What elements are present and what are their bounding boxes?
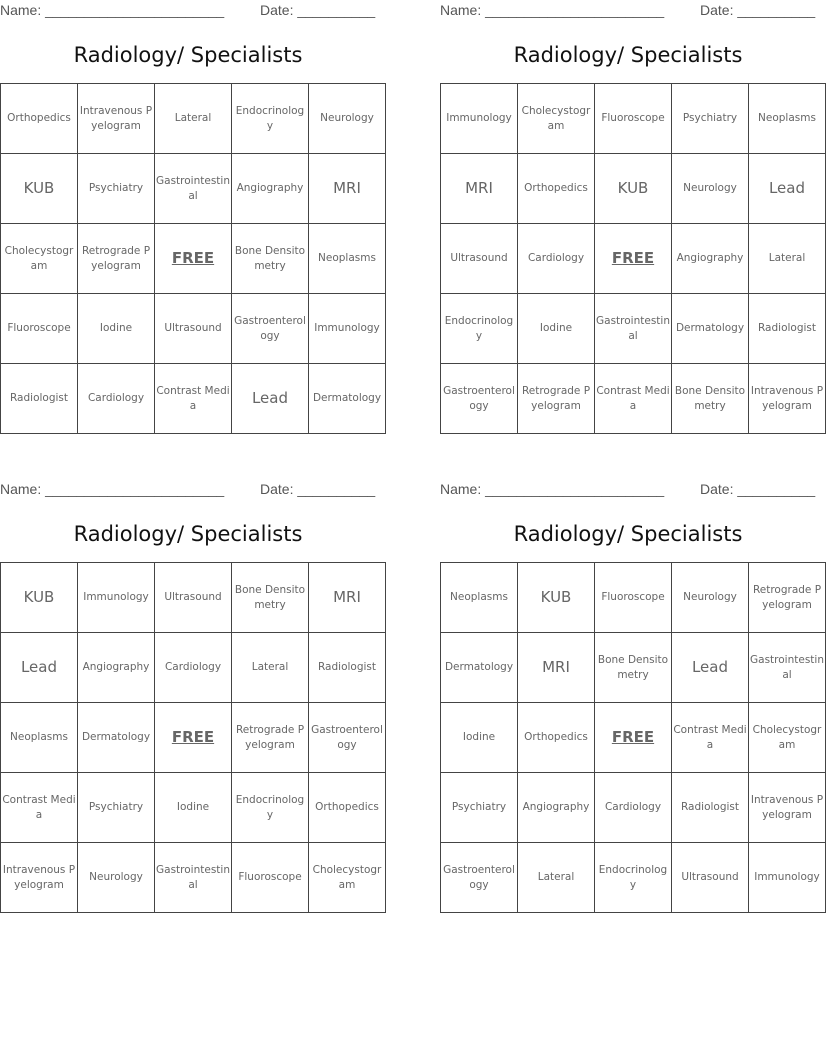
bingo-cell: Fluoroscope	[595, 84, 672, 154]
bingo-cell: Lateral	[749, 224, 826, 294]
bingo-cell: Angiography	[232, 154, 309, 224]
bingo-card-4	[440, 479, 824, 911]
bingo-cell: Fluoroscope	[595, 563, 672, 633]
bingo-cell: Dermatology	[672, 294, 749, 364]
card-title: Radiology/ Specialists	[73, 522, 303, 546]
bingo-cell: Endocrinology	[232, 84, 309, 154]
bingo-cell: Retrograde Pyelogram	[232, 703, 309, 773]
bingo-cell: Immunology	[749, 843, 826, 913]
bingo-cell: Radiologist	[749, 294, 826, 364]
bingo-cell: Contrast Media	[1, 773, 78, 843]
bingo-cell: Neurology	[672, 563, 749, 633]
grid-row	[441, 703, 826, 773]
bingo-cell: Radiologist	[672, 773, 749, 843]
grid-row	[441, 294, 826, 364]
bingo-cell: Gastroenterology	[441, 843, 518, 913]
grid-row	[1, 843, 386, 913]
card-title: Radiology/ Specialists	[73, 43, 303, 67]
bingo-cell: Lead	[1, 633, 78, 703]
bingo-cell: Endocrinology	[441, 294, 518, 364]
bingo-cell: Contrast Media	[672, 703, 749, 773]
bingo-cell: Intravenous Pyelogram	[1, 843, 78, 913]
bingo-cell: Iodine	[518, 294, 595, 364]
bingo-cell: Cardiology	[595, 773, 672, 843]
date-field-label: Date: __________	[700, 481, 816, 497]
bingo-cell: Orthopedics	[518, 703, 595, 773]
grid-row	[1, 84, 386, 154]
bingo-cell: Gastrointestinal	[595, 294, 672, 364]
bingo-cell: Psychiatry	[441, 773, 518, 843]
free-space-cell: FREE	[155, 224, 232, 294]
bingo-cell: Orthopedics	[309, 773, 386, 843]
bingo-cell: Endocrinology	[595, 843, 672, 913]
bingo-cell: Bone Densitometry	[232, 224, 309, 294]
bingo-cell: Gastrointestinal	[749, 633, 826, 703]
bingo-cell: Cholecystogram	[749, 703, 826, 773]
bingo-cell: Intravenous Pyelogram	[749, 364, 826, 434]
bingo-cell: Ultrasound	[155, 294, 232, 364]
grid-row	[1, 703, 386, 773]
name-field-label: Name: _______________________	[440, 2, 665, 18]
date-field-label: Date: __________	[700, 2, 816, 18]
bingo-cell: Retrograde Pyelogram	[518, 364, 595, 434]
date-field-label: Date: __________	[260, 481, 376, 497]
bingo-cell: Cardiology	[518, 224, 595, 294]
grid-row	[441, 773, 826, 843]
bingo-cell: Angiography	[78, 633, 155, 703]
bingo-cell: Dermatology	[441, 633, 518, 703]
bingo-cell: Gastrointestinal	[155, 843, 232, 913]
bingo-cell: Contrast Media	[595, 364, 672, 434]
bingo-grid	[440, 562, 826, 913]
name-field-label: Name: _______________________	[0, 481, 225, 497]
bingo-cell: Immunology	[78, 563, 155, 633]
bingo-cell: Gastroenterology	[232, 294, 309, 364]
bingo-cell: Psychiatry	[78, 773, 155, 843]
bingo-cell: Ultrasound	[441, 224, 518, 294]
grid-row	[441, 563, 826, 633]
name-field-label: Name: _______________________	[440, 481, 665, 497]
free-space-cell: FREE	[155, 703, 232, 773]
grid-row	[441, 224, 826, 294]
bingo-card-3	[0, 479, 383, 911]
bingo-cell: Ultrasound	[672, 843, 749, 913]
bingo-cell: Iodine	[441, 703, 518, 773]
bingo-cell: Radiologist	[309, 633, 386, 703]
bingo-cell: MRI	[441, 154, 518, 224]
bingo-cell: Psychiatry	[672, 84, 749, 154]
bingo-cell: Cholecystogram	[309, 843, 386, 913]
bingo-cell: Angiography	[672, 224, 749, 294]
bingo-cell: Gastroenterology	[441, 364, 518, 434]
bingo-cell: Psychiatry	[78, 154, 155, 224]
bingo-cell: Bone Densitometry	[595, 633, 672, 703]
bingo-cell: Ultrasound	[155, 563, 232, 633]
grid-row	[441, 843, 826, 913]
bingo-cell: MRI	[309, 563, 386, 633]
bingo-cell: Neoplasms	[309, 224, 386, 294]
grid-row	[441, 154, 826, 224]
bingo-cell: Neoplasms	[749, 84, 826, 154]
bingo-cell: Retrograde Pyelogram	[749, 563, 826, 633]
bingo-cell: Lateral	[155, 84, 232, 154]
bingo-cell: KUB	[1, 154, 78, 224]
bingo-cell: Neoplasms	[441, 563, 518, 633]
bingo-cell: KUB	[1, 563, 78, 633]
bingo-cell: Lead	[749, 154, 826, 224]
bingo-cell: KUB	[595, 154, 672, 224]
bingo-cell: Dermatology	[78, 703, 155, 773]
card-title: Radiology/ Specialists	[513, 43, 743, 67]
bingo-cell: Angiography	[518, 773, 595, 843]
bingo-cell: Dermatology	[309, 364, 386, 434]
card-title: Radiology/ Specialists	[513, 522, 743, 546]
bingo-grid	[0, 83, 386, 434]
grid-row	[1, 773, 386, 843]
grid-row	[1, 154, 386, 224]
grid-row	[441, 364, 826, 434]
bingo-cell: Lead	[672, 633, 749, 703]
bingo-cell: Bone Densitometry	[232, 563, 309, 633]
bingo-cell: Iodine	[155, 773, 232, 843]
bingo-cell: Fluoroscope	[1, 294, 78, 364]
name-date-line	[440, 0, 816, 20]
bingo-cell: Gastroenterology	[309, 703, 386, 773]
name-field-label: Name: _______________________	[0, 2, 225, 18]
bingo-cell: Cholecystogram	[518, 84, 595, 154]
bingo-cell: KUB	[518, 563, 595, 633]
bingo-grid	[0, 562, 386, 913]
bingo-cell: Lateral	[518, 843, 595, 913]
grid-row	[1, 563, 386, 633]
date-field-label: Date: __________	[260, 2, 376, 18]
grid-row	[441, 84, 826, 154]
bingo-cell: Endocrinology	[232, 773, 309, 843]
bingo-cell: Neurology	[309, 84, 386, 154]
bingo-cell: Neoplasms	[1, 703, 78, 773]
bingo-cell: Orthopedics	[1, 84, 78, 154]
bingo-cell: Immunology	[441, 84, 518, 154]
grid-row	[441, 633, 826, 703]
grid-row	[1, 633, 386, 703]
bingo-cell: MRI	[309, 154, 386, 224]
bingo-cell: Neurology	[78, 843, 155, 913]
bingo-cell: Cardiology	[78, 364, 155, 434]
grid-row	[1, 364, 386, 434]
name-date-line	[440, 479, 816, 499]
bingo-grid	[440, 83, 826, 434]
bingo-cell: Orthopedics	[518, 154, 595, 224]
bingo-cell: Radiologist	[1, 364, 78, 434]
bingo-cell: Intravenous Pyelogram	[749, 773, 826, 843]
name-date-line	[0, 0, 376, 20]
bingo-card-1	[0, 0, 382, 432]
bingo-cell: Lateral	[232, 633, 309, 703]
bingo-cell: Bone Densitometry	[672, 364, 749, 434]
bingo-cell: Contrast Media	[155, 364, 232, 434]
free-space-cell: FREE	[595, 703, 672, 773]
grid-row	[1, 294, 386, 364]
bingo-cell: Cardiology	[155, 633, 232, 703]
grid-row	[1, 224, 386, 294]
bingo-cell: Intravenous Pyelogram	[78, 84, 155, 154]
free-space-cell: FREE	[595, 224, 672, 294]
name-date-line	[0, 479, 376, 499]
bingo-card-2	[440, 0, 824, 432]
bingo-cell: MRI	[518, 633, 595, 703]
bingo-cell: Iodine	[78, 294, 155, 364]
bingo-cell: Immunology	[309, 294, 386, 364]
bingo-cell: Lead	[232, 364, 309, 434]
bingo-cell: Fluoroscope	[232, 843, 309, 913]
bingo-cell: Cholecystogram	[1, 224, 78, 294]
bingo-cell: Retrograde Pyelogram	[78, 224, 155, 294]
bingo-cell: Gastrointestinal	[155, 154, 232, 224]
bingo-cell: Neurology	[672, 154, 749, 224]
